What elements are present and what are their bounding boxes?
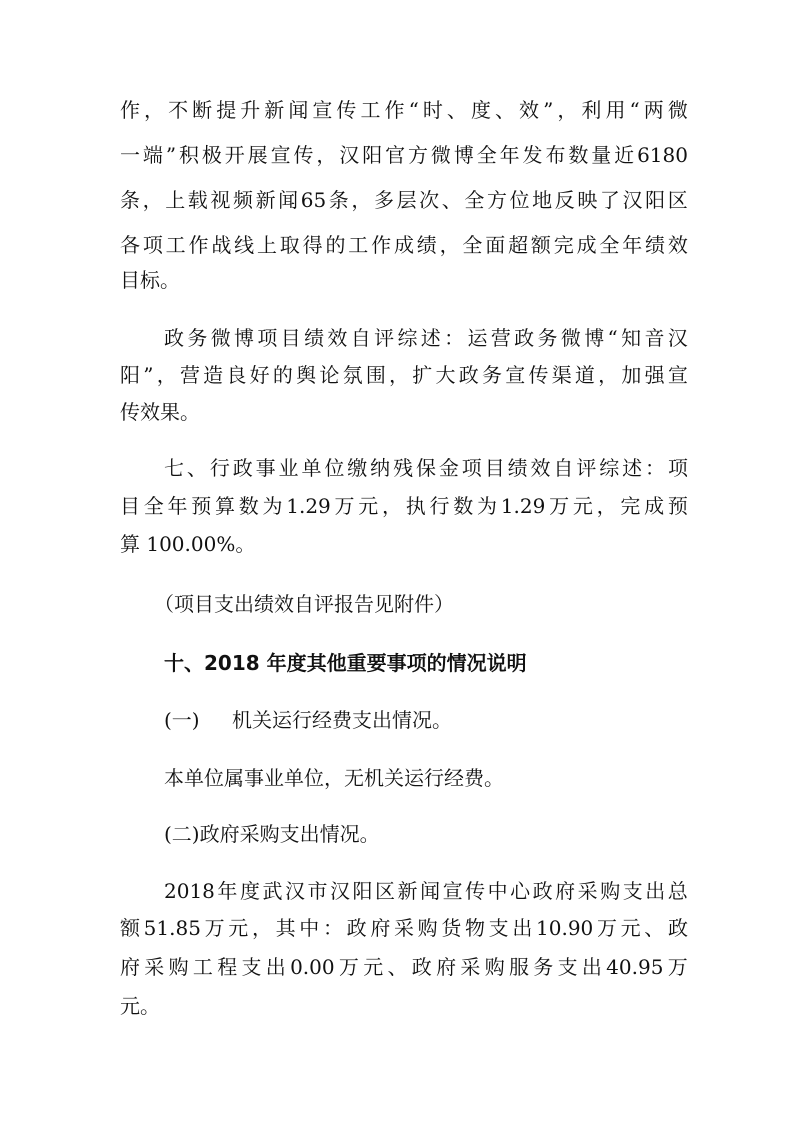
text-line: 目标。: [120, 268, 180, 292]
section-heading: 十、2018 年度其他重要事项的情况说明: [164, 651, 527, 675]
text-line: 算 100.00%。: [120, 532, 256, 556]
text-line: 府 采 购 工 程 支 出 0.00 万 元 、 政 府 采 购 服 务 支 出 40.95 万: [120, 955, 688, 979]
text-line: 政 务 微 博 项 目 绩 效 自 评 综 述 ： 运 营 政 务 微 博 “ 知 音 汉: [164, 326, 688, 350]
text-line: 额 51.85 万 元 ， 其 中 ： 政 府 采 购 货 物 支 出 10.90 万 元 、 政: [120, 916, 688, 940]
attachment-note: （项目支出绩效自评报告见附件）: [154, 592, 454, 616]
text-line: 2018 年 度 武 汉 市 汉 阳 区 新 闻 宣 传 中 心 政 府 采 购 支 出 总: [164, 879, 688, 903]
subheading-procurement: (二)政府采购支出情况。: [164, 822, 380, 846]
text-line: 条 ， 上 载 视 频 新 闻 65 条 ， 多 层 次 、 全 方 位 地 反 映 了 汉 阳 区: [120, 188, 688, 212]
subheading-text: 机关运行经费支出情况。: [232, 708, 452, 732]
text-line: 七 、 行 政 事 业 单 位 缴 纳 残 保 金 项 目 绩 效 自 评 综 述 ： 项: [164, 456, 688, 480]
text-line: 各 项 工 作 战 线 上 取 得 的 工 作 成 绩 ， 全 面 超 额 完 成 全 年 绩 效: [120, 233, 688, 257]
text-line: 作 ， 不 断 提 升 新 闻 宣 传 工 作 “ 时 、 度 、 效 ” ， 利 用 “ 两 微: [120, 98, 688, 122]
text-line: 元。: [120, 994, 160, 1018]
text-line: 目 全 年 预 算 数 为 1.29 万 元 ， 执 行 数 为 1.29 万 元 ， 完 成 预: [120, 494, 688, 518]
text-line: 阳 ” ， 营 造 良 好 的 舆 论 氛 围 ， 扩 大 政 务 宣 传 渠 道 ， 加 强 宣: [120, 363, 688, 387]
text-line: 传效果。: [120, 400, 200, 424]
subheading-label: (一): [164, 708, 200, 732]
text-line: 本单位属事业单位，无机关运行经费。: [164, 766, 504, 790]
text-line: 一 端 ” 积 极 开 展 宣 传 ， 汉 阳 官 方 微 博 全 年 发 布 数 量 近 6180: [120, 143, 688, 167]
